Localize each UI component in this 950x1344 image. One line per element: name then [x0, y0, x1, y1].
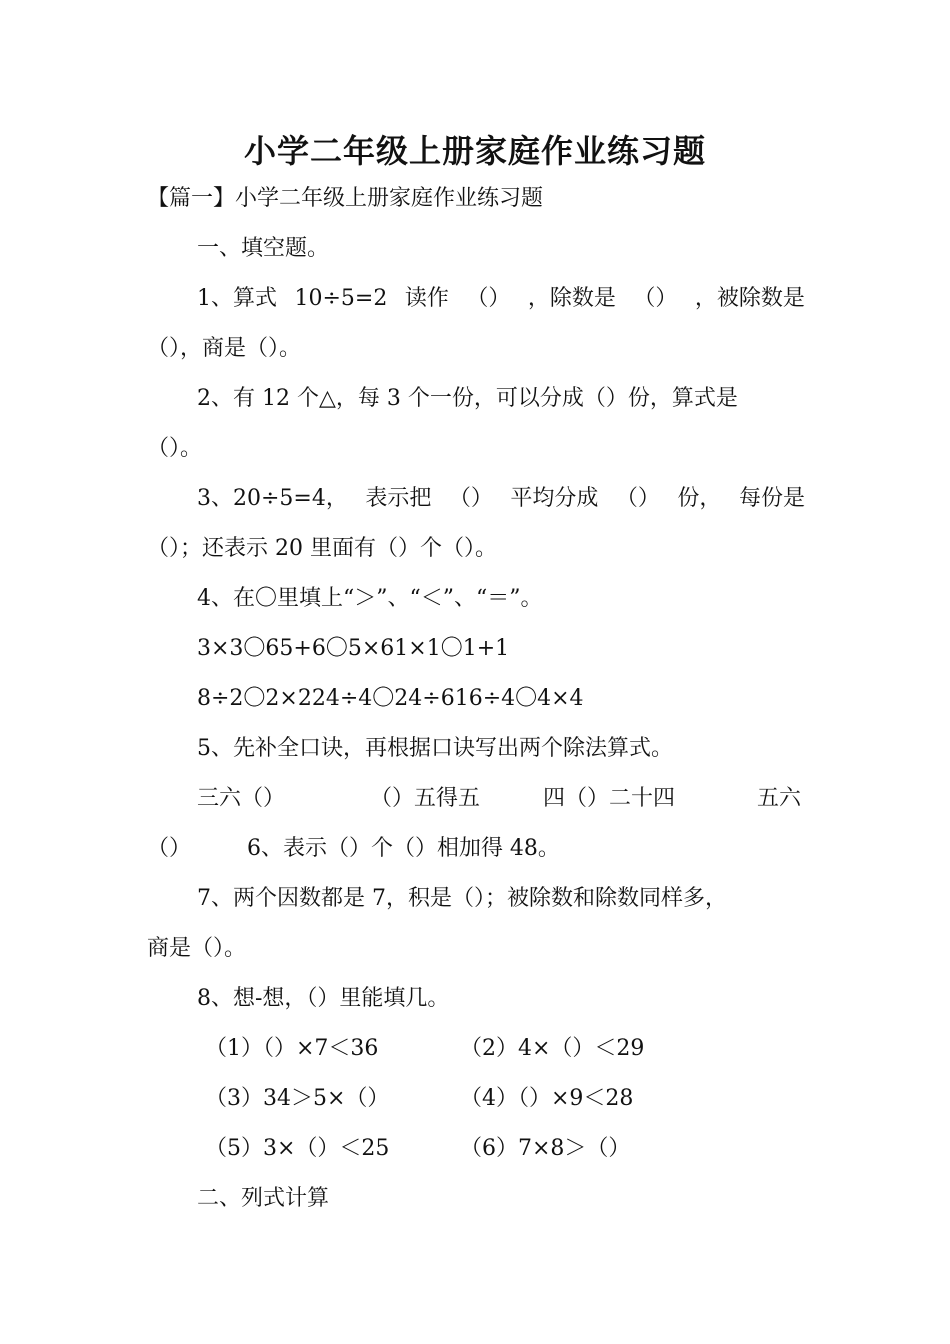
question-8-item-1: （1）（）×7＜36 — [205, 1036, 379, 1061]
question-4-row-2: 8÷2〇2×224÷4〇24÷616÷4〇4×4 — [197, 686, 584, 711]
section-calculation-title: 二、列式计算 — [197, 1186, 330, 1211]
question-7-continued: 商是（）。 — [147, 936, 247, 961]
question-5-item-1: 三六（） — [197, 786, 286, 811]
question-8-item-3: （3）34＞5×（） — [205, 1086, 390, 1111]
question-1-continued: （），商是（）。 — [147, 336, 302, 361]
question-3-continued: （）；还表示 20 里面有（）个（）。 — [147, 536, 497, 561]
question-4: 4、在〇里填上“＞”、“＜”、“＝”。 — [197, 586, 543, 611]
question-5-item-3: 四（）二十四 — [543, 786, 676, 811]
question-2: 2、有 12 个△，每 3 个一份，可以分成（）份，算式是 — [197, 386, 738, 411]
question-3: 3、20÷5=4， 表示把 （） 平均分成 （） 份， 每份是 — [197, 486, 805, 511]
question-8: 8、想-想，（）里能填几。 — [197, 986, 450, 1011]
question-1: 1、算式 10÷5=2 读作 （） ，除数是 （） ，被除数是 — [197, 286, 805, 311]
question-7: 7、两个因数都是 7，积是（）；被除数和除数同样多， — [197, 886, 727, 911]
question-8-item-5: （5）3×（）＜25 — [205, 1136, 390, 1161]
section-fill-blank-title: 一、填空题。 — [197, 236, 330, 261]
question-2-continued: （）。 — [147, 436, 203, 461]
question-4-row-1: 3×3〇65+6〇5×61×1〇1+1 — [197, 636, 510, 661]
question-5: 5、先补全口诀，再根据口诀写出两个除法算式。 — [197, 736, 673, 761]
question-8-item-2: （2）4×（）＜29 — [460, 1036, 645, 1061]
question-5-item-2: （）五得五 — [370, 786, 481, 811]
question-8-item-6: （6）7×8＞（） — [460, 1136, 631, 1161]
question-8-item-4: （4）（）×9＜28 — [460, 1086, 634, 1111]
document-title: 小学二年级上册家庭作业练习题 — [243, 132, 706, 170]
question-5-6-continued: （） 6、表示（）个（）相加得 48。 — [147, 836, 560, 861]
question-5-item-4: 五六 — [757, 786, 802, 811]
section-heading: 【篇一】小学二年级上册家庭作业练习题 — [147, 186, 544, 211]
